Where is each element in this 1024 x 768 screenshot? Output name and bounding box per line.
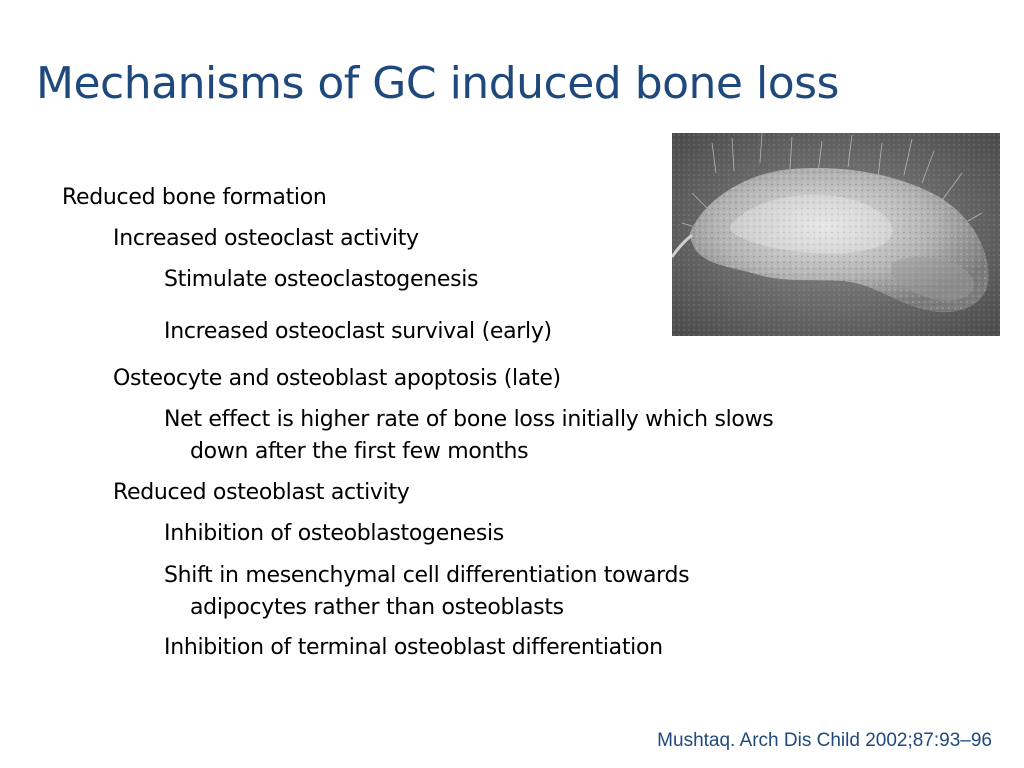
bullet-net-effect: Net effect is higher rate of bone loss initially which slows xyxy=(164,407,774,432)
bullet-reduced-osteoblast-activity: Reduced osteoblast activity xyxy=(113,480,410,505)
bullet-reduced-bone-formation: Reduced bone formation xyxy=(62,185,327,210)
bullet-shift-mesenchymal: Shift in mesenchymal cell differentiation towards xyxy=(164,563,690,588)
bullet-shift-mesenchymal-continuation: adipocytes rather than osteoblasts xyxy=(190,595,564,620)
bullet-increased-osteoclast-activity: Increased osteoclast activity xyxy=(113,226,419,251)
bullet-increased-osteoclast-survival: Increased osteoclast survival (early) xyxy=(164,319,552,344)
slide-title: Mechanisms of GC induced bone loss xyxy=(36,58,839,109)
bullet-osteocyte-osteoblast-apoptosis: Osteocyte and osteoblast apoptosis (late) xyxy=(113,366,561,391)
citation: Mushtaq. Arch Dis Child 2002;87:93–96 xyxy=(657,730,992,751)
bullet-stimulate-osteoclastogenesis: Stimulate osteoclastogenesis xyxy=(164,267,479,292)
bullet-net-effect-continuation: down after the first few months xyxy=(190,439,529,464)
bullet-inhibition-osteoblastogenesis: Inhibition of osteoblastogenesis xyxy=(164,521,504,546)
bullet-inhibition-terminal-differentiation: Inhibition of terminal osteoblast differentiation xyxy=(164,635,663,660)
osteoclast-micrograph-image xyxy=(672,133,1000,336)
